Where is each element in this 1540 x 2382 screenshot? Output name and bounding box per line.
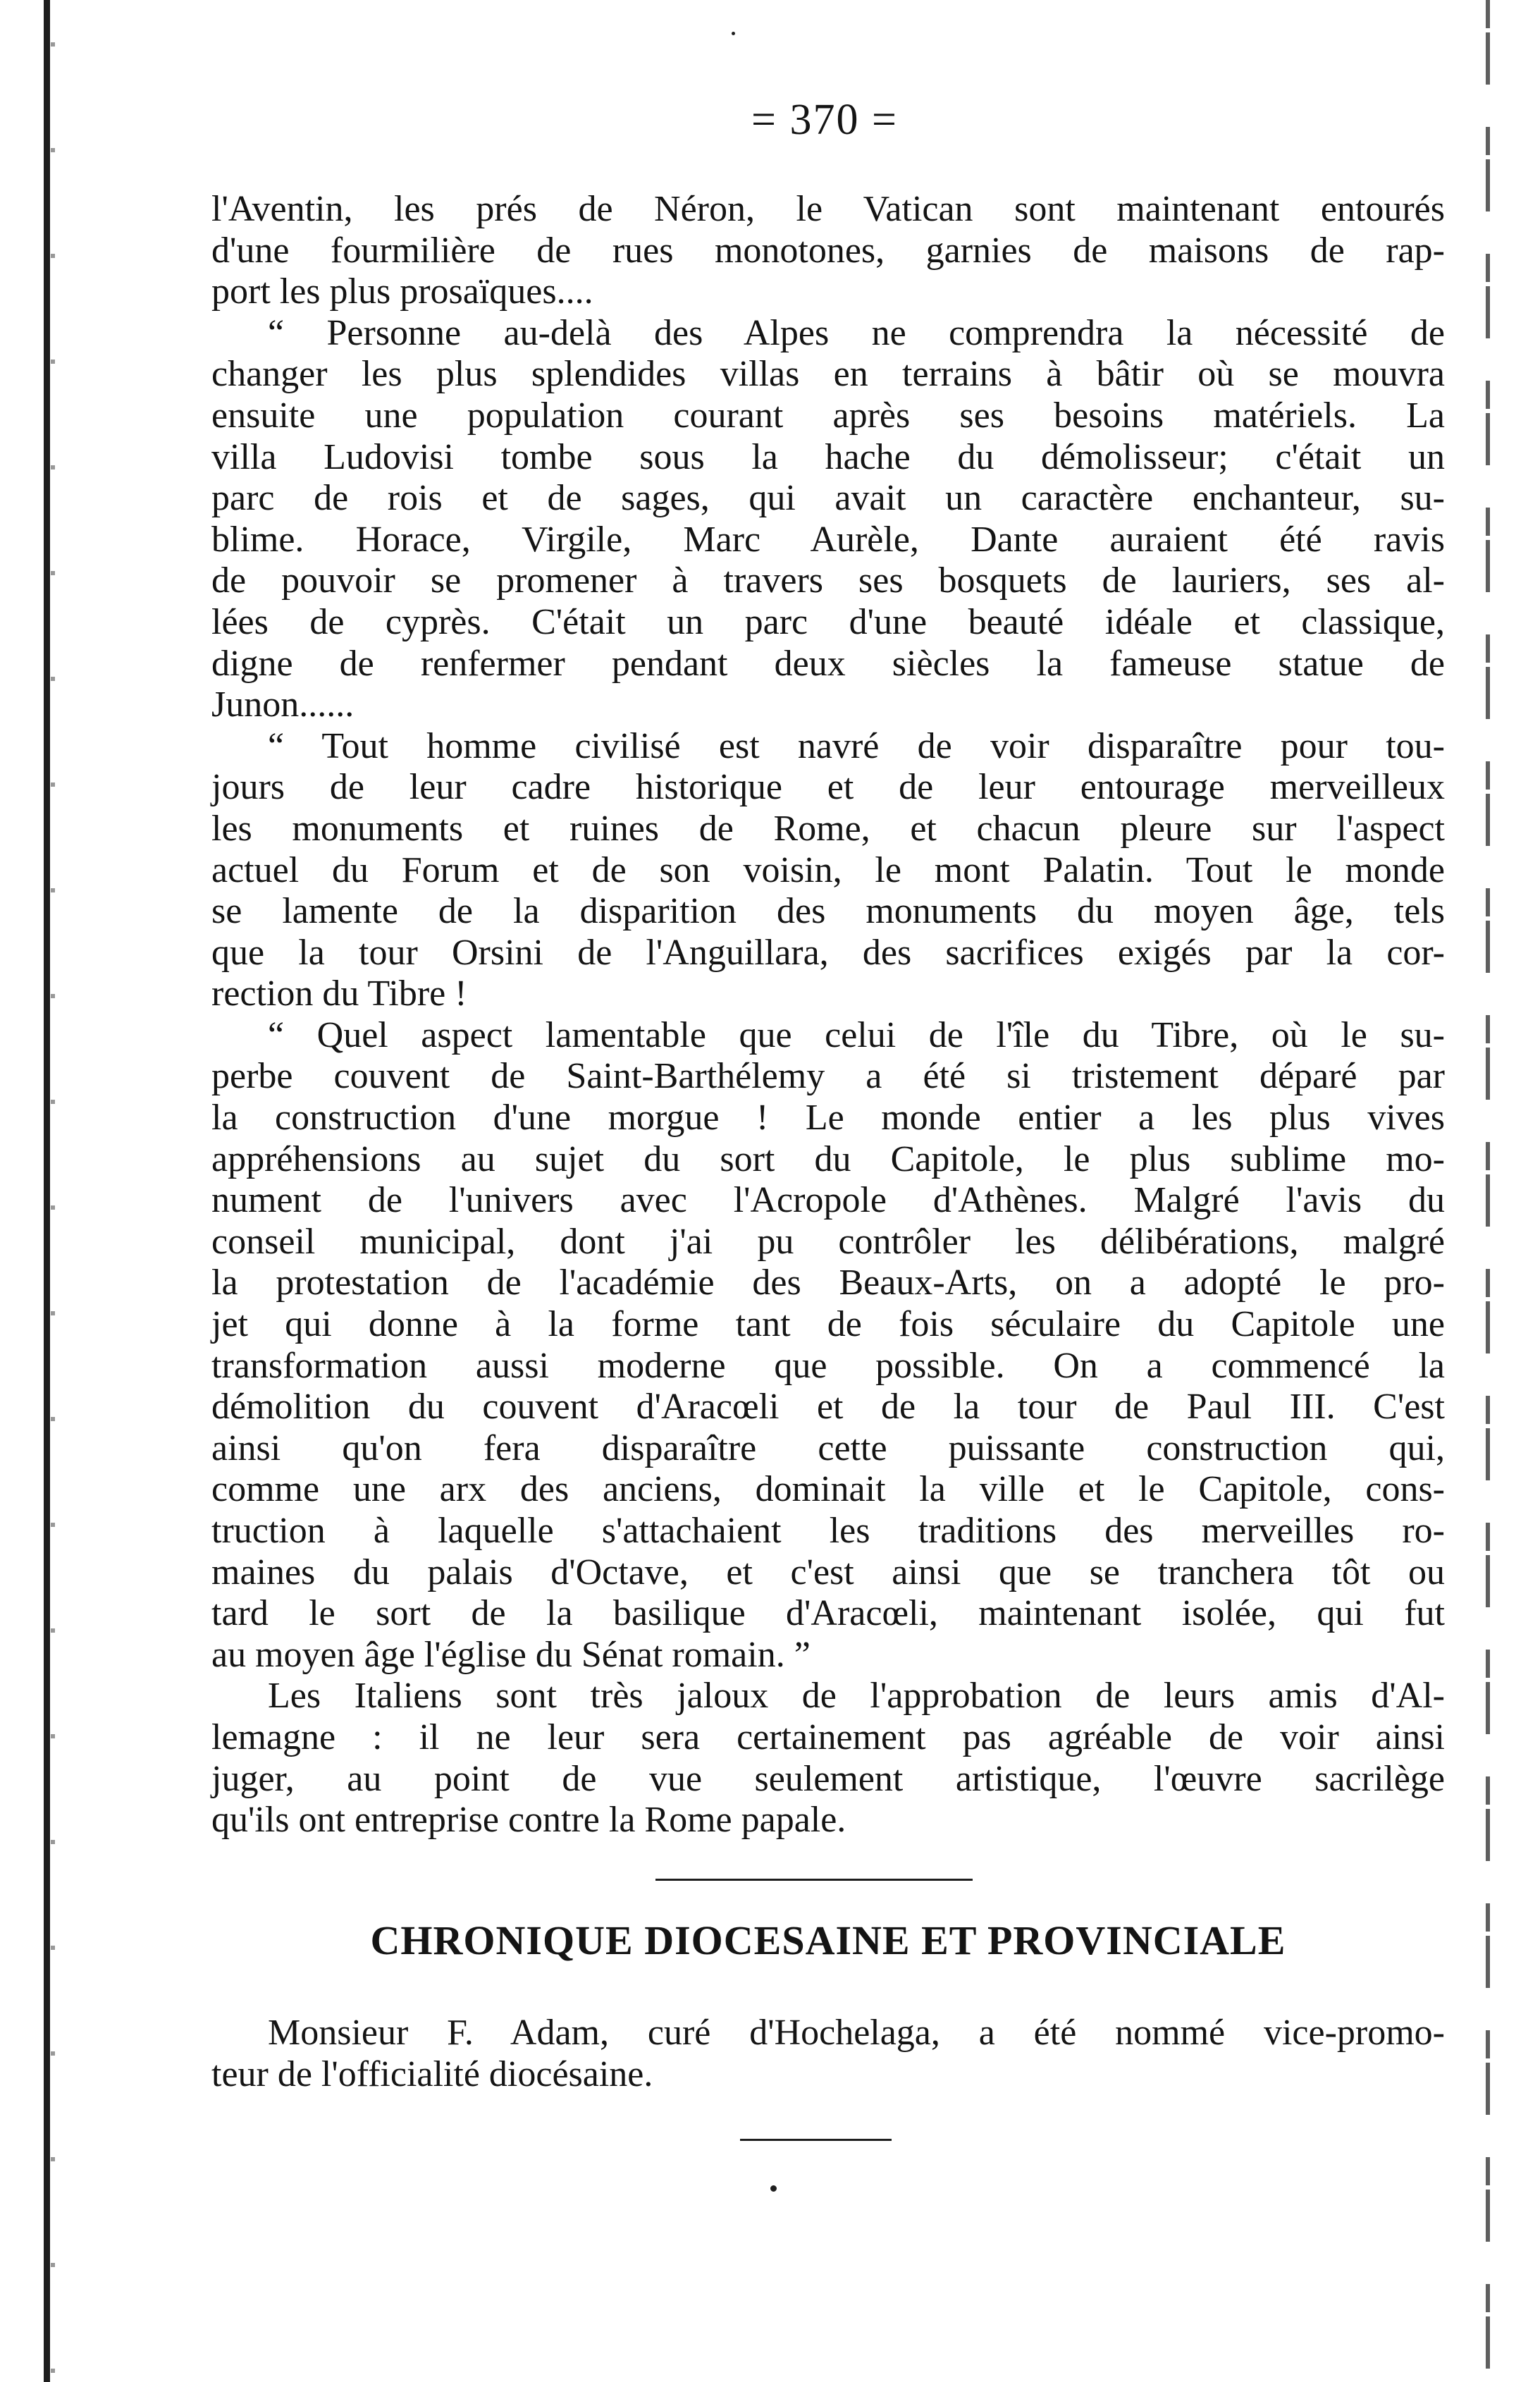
text-line: teur de l'officialité diocésaine.: [211, 2053, 653, 2094]
text-line: port les plus prosaïques....: [211, 271, 593, 312]
text-line: au moyen âge l'église du Sénat romain. ”: [211, 1634, 811, 1675]
section-heading: CHRONIQUE DIOCESAINE ET PROVINCIALE: [370, 1917, 1286, 1963]
text-line: parc de rois et de sages, qui avait un caractère enchanteur, su-: [211, 478, 1445, 519]
text-line: blime. Horace, Virgile, Marc Aurèle, Dante auraient été ravis: [211, 519, 1445, 560]
end-divider: [740, 2139, 892, 2141]
notice-paragraph: [211, 2013, 1445, 2095]
text-line: Monsieur F. Adam, curé d'Hochelaga, a été nommé vice-promo-: [268, 2013, 1445, 2053]
text-line: tard le sort de la basilique d'Aracœli, maintenant isolée, qui fut: [211, 1593, 1445, 1634]
text-line: les monuments et ruines de Rome, et chacun pleure sur l'aspect: [211, 808, 1445, 849]
ink-speck: [770, 2185, 777, 2192]
right-margin-rule: [1486, 0, 1490, 2382]
text-line: maines du palais d'Octave, et c'est ainsi que se tranchera tôt ou: [211, 1552, 1445, 1592]
text-line: la protestation de l'académie des Beaux-Arts, on a adopté le pro-: [211, 1263, 1445, 1303]
text-line: appréhensions au sujet du sort du Capitole, le plus sublime mo-: [211, 1138, 1445, 1179]
text-line: Junon......: [211, 684, 355, 725]
text-line: de pouvoir se promener à travers ses bosquets de lauriers, ses al-: [211, 560, 1445, 601]
text-line: “ Quel aspect lamentable que celui de l'île du Tibre, où le su-: [268, 1014, 1445, 1055]
text-line: villa Ludovisi tombe sous la hache du démolisseur; c'était un: [211, 436, 1445, 477]
text-line: qu'ils ont entreprise contre la Rome papale.: [211, 1800, 846, 1841]
text-line: lemagne : il ne leur sera certainement pas agréable de voir ainsi: [211, 1717, 1445, 1757]
text-line: perbe couvent de Saint-Barthélemy a été si tristement déparé par: [211, 1056, 1445, 1097]
text-line: la construction d'une morgue ! Le monde entier a les plus vives: [211, 1098, 1445, 1138]
text-line: d'une fourmilière de rues monotones, garnies de maisons de rap-: [211, 230, 1445, 271]
ink-speck: [732, 32, 735, 35]
left-margin-marks: [51, 0, 55, 2382]
text-line: se lamente de la disparition des monuments du moyen âge, tels: [211, 891, 1445, 932]
section-divider: [655, 1879, 973, 1881]
text-line: “ Tout homme civilisé est navré de voir disparaître pour tou-: [268, 725, 1445, 766]
text-line: rection du Tibre !: [211, 974, 467, 1014]
page-number: = 370 =: [751, 96, 898, 144]
text-line: changer les plus splendides villas en terrains à bâtir où se mouvra: [211, 354, 1445, 395]
text-line: ainsi qu'on fera disparaître cette puissante construction qui,: [211, 1428, 1445, 1468]
text-line: jours de leur cadre historique et de leur entourage merveilleux: [211, 767, 1445, 808]
text-line: juger, au point de vue seulement artistique, l'œuvre sacrilège: [211, 1758, 1445, 1799]
text-line: jet qui donne à la forme tant de fois séculaire du Capitole une: [211, 1304, 1445, 1345]
text-line: lées de cyprès. C'était un parc d'une beauté idéale et classique,: [211, 601, 1445, 642]
text-line: truction à laquelle s'attachaient les traditions des merveilles ro-: [211, 1511, 1445, 1551]
text-line: que la tour Orsini de l'Anguillara, des sacrifices exigés par la cor-: [211, 932, 1445, 973]
text-line: “ Personne au-delà des Alpes ne comprendra la nécessité de: [268, 312, 1445, 353]
text-line: actuel du Forum et de son voisin, le mont Palatin. Tout le monde: [211, 849, 1445, 890]
text-line: démolition du couvent d'Aracœli et de la tour de Paul III. C'est: [211, 1387, 1445, 1428]
text-line: transformation aussi moderne que possible. On a commencé la: [211, 1345, 1445, 1386]
text-line: ensuite une population courant après ses besoins matériels. La: [211, 395, 1445, 436]
text-line: Les Italiens sont très jaloux de l'approbation de leurs amis d'Al-: [268, 1676, 1445, 1717]
article-body: [211, 189, 1445, 1841]
text-line: comme une arx des anciens, dominait la ville et le Capitole, cons-: [211, 1469, 1445, 1510]
text-line: nument de l'univers avec l'Acropole d'Athènes. Malgré l'avis du: [211, 1180, 1445, 1221]
text-line: l'Aventin, les prés de Néron, le Vatican sont maintenant entourés: [211, 189, 1445, 229]
left-margin-rule: [44, 0, 50, 2382]
text-line: conseil municipal, dont j'ai pu contrôler les délibérations, malgré: [211, 1221, 1445, 1262]
text-line: digne de renfermer pendant deux siècles la fameuse statue de: [211, 643, 1445, 684]
